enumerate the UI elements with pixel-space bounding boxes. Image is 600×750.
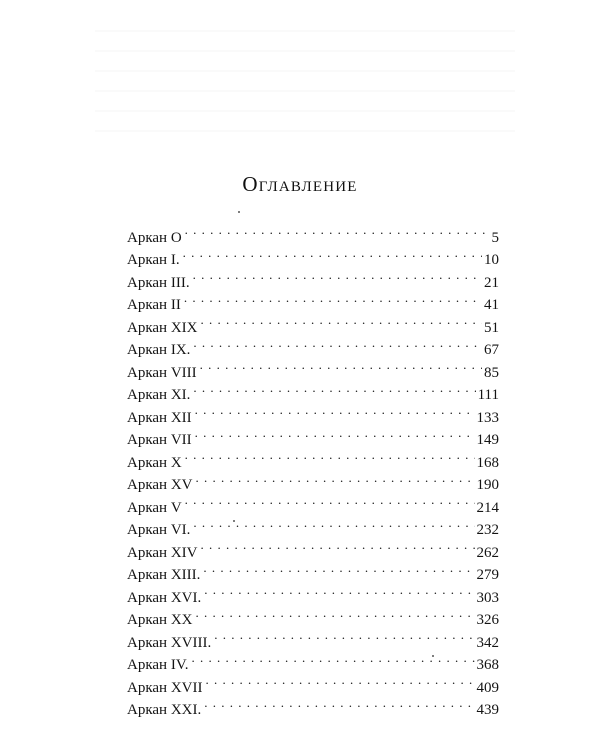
toc-page-number: 214	[476, 499, 499, 516]
show-through-bleed	[95, 12, 515, 132]
toc-page-number: 21	[484, 274, 499, 291]
toc-entry-label: Аркан O	[127, 229, 182, 246]
toc-page-number: 149	[476, 432, 499, 448]
toc-leader-dots	[195, 422, 475, 445]
toc-entry-label: Аркан X	[127, 454, 182, 471]
toc-leader-dots	[185, 219, 490, 242]
toc-entry-label: Аркан XXI.	[127, 702, 202, 718]
toc-entry-label: Аркан XVIII.	[127, 634, 212, 651]
toc-leader-dots	[204, 692, 474, 715]
toc-leader-dots	[196, 467, 475, 490]
toc-leader-dots	[193, 332, 482, 355]
toc-page-number: 409	[476, 679, 499, 696]
paper-speck	[432, 655, 434, 657]
toc-entry-label: Аркан XIX	[127, 319, 198, 336]
toc-page-number: 5	[491, 229, 499, 246]
toc-entry-label: Аркан XIII.	[127, 567, 201, 583]
toc-page-number: 342	[476, 634, 499, 651]
toc-page-number: 232	[476, 522, 499, 538]
toc-page-number: 326	[476, 612, 499, 628]
toc-entry-label: Аркан XIV	[127, 544, 198, 561]
toc-leader-dots	[195, 399, 475, 422]
toc-entry	[127, 242, 499, 268]
toc-page-number: 111	[477, 387, 499, 403]
toc-page-number: 168	[476, 454, 499, 471]
table-of-contents	[127, 219, 499, 718]
paper-speck	[238, 211, 240, 213]
toc-entry-label: Аркан III.	[127, 274, 190, 291]
paper-speck	[233, 520, 235, 522]
toc-leader-dots	[214, 624, 474, 647]
toc-entry-label: Аркан II	[127, 297, 181, 313]
toc-entry-label: Аркан VII	[127, 432, 192, 448]
toc-page-number: 133	[476, 409, 499, 426]
toc-leader-dots	[184, 287, 482, 310]
toc-entry-label: Аркан XI.	[127, 387, 191, 403]
toc-entry	[127, 219, 499, 246]
toc-leader-dots	[193, 264, 482, 287]
toc-leader-dots	[196, 602, 475, 625]
toc-page-number: 262	[476, 544, 499, 561]
toc-entry-label: Аркан VIII	[127, 364, 197, 381]
toc-leader-dots	[204, 579, 474, 602]
toc-page-number: 439	[476, 702, 499, 718]
toc-entry-label: Аркан XII	[127, 409, 192, 426]
toc-leader-dots	[193, 512, 474, 535]
toc-leader-dots	[185, 444, 475, 467]
toc-entry-label: Аркан V	[127, 499, 182, 516]
toc-page-number: 190	[476, 477, 499, 493]
toc-leader-dots	[193, 377, 475, 400]
toc-page-number: 51	[484, 319, 499, 336]
toc-entry-label: Аркан IX.	[127, 342, 191, 358]
page-title: Оглавление	[242, 172, 358, 196]
toc-page-number: 67	[484, 342, 499, 358]
toc-entry-label: Аркан I.	[127, 252, 180, 268]
toc-leader-dots	[191, 647, 474, 670]
toc-leader-dots	[201, 534, 475, 557]
toc-leader-dots	[200, 354, 482, 377]
toc-page-number: 279	[476, 567, 499, 583]
toc-entry-label: Аркан VI.	[127, 522, 191, 538]
toc-leader-dots	[183, 242, 482, 265]
toc-entry-label: Аркан XVI.	[127, 589, 202, 606]
toc-entry-label: Аркан XV	[127, 477, 193, 493]
toc-leader-dots	[185, 489, 475, 512]
toc-leader-dots	[201, 309, 483, 332]
toc-page-number: 10	[484, 252, 499, 268]
toc-page-number: 368	[476, 657, 499, 673]
toc-entry	[127, 264, 499, 291]
toc-entry-label: Аркан XVII	[127, 679, 203, 696]
toc-page-number: 85	[484, 364, 499, 381]
toc-leader-dots	[203, 557, 474, 580]
toc-leader-dots	[205, 669, 474, 692]
toc-page-number: 41	[484, 297, 499, 313]
toc-entry-label: Аркан XX	[127, 612, 193, 628]
toc-entry-label: Аркан IV.	[127, 657, 189, 673]
toc-page-number: 303	[476, 589, 499, 606]
